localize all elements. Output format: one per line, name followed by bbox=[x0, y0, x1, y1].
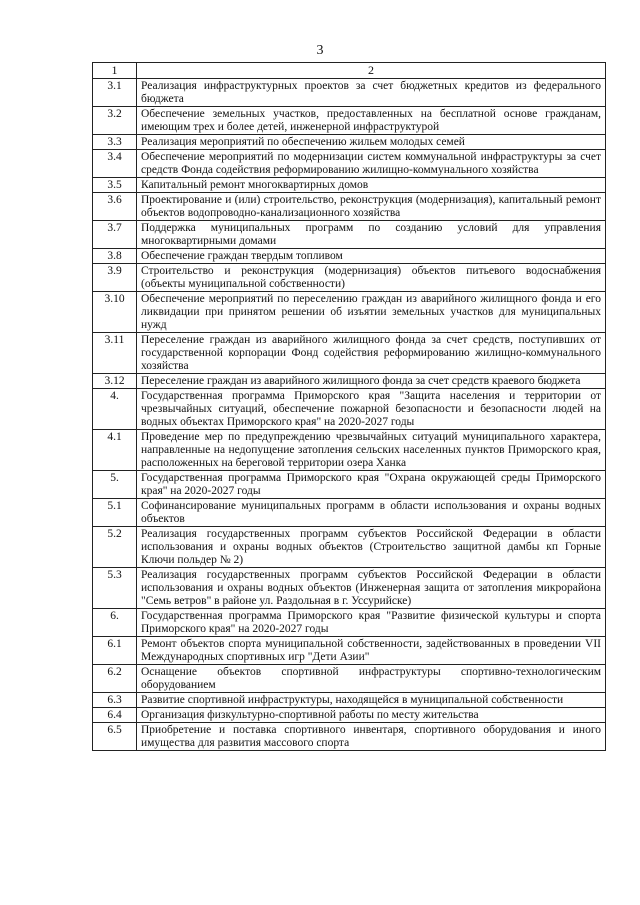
row-number: 6.1 bbox=[93, 637, 137, 665]
row-number: 6.3 bbox=[93, 693, 137, 708]
table-row bbox=[93, 178, 606, 193]
row-description: Реализация государственных программ субъектов Российской Федерации в области использования и охраны водных объектов (Инженерная защита от затопления микрорайона "Семь ветров" в районе ул. Раздольная в г. Уссурийске) bbox=[137, 568, 606, 609]
table-row bbox=[93, 637, 606, 665]
row-number: 3.11 bbox=[93, 333, 137, 374]
table-body bbox=[93, 63, 606, 751]
row-number: 3.3 bbox=[93, 135, 137, 150]
table-row bbox=[93, 264, 606, 292]
row-description: Проектирование и (или) строительство, реконструкция (модернизация), капитальный ремонт объектов водопроводно-канализационного хозяйства bbox=[137, 193, 606, 221]
row-description: Обеспечение земельных участков, предоставленных на бесплатной основе гражданам, имеющим трех и более детей, инженерной инфраструктурой bbox=[137, 107, 606, 135]
table-row bbox=[93, 249, 606, 264]
table-row bbox=[93, 430, 606, 471]
table-row bbox=[93, 708, 606, 723]
table-row bbox=[93, 609, 606, 637]
row-number: 5.3 bbox=[93, 568, 137, 609]
table-header-row bbox=[93, 63, 606, 79]
table-row bbox=[93, 568, 606, 609]
row-number: 3.1 bbox=[93, 79, 137, 107]
table-row bbox=[93, 333, 606, 374]
table-row bbox=[93, 723, 606, 751]
table-row bbox=[93, 193, 606, 221]
row-number: 5.2 bbox=[93, 527, 137, 568]
table-row bbox=[93, 221, 606, 249]
row-number: 3.5 bbox=[93, 178, 137, 193]
row-description: Организация физкультурно-спортивной работы по месту жительства bbox=[137, 708, 606, 723]
row-description: Капитальный ремонт многоквартирных домов bbox=[137, 178, 606, 193]
row-description: Обеспечение мероприятий по модернизации систем коммунальной инфраструктуры за счет средств Фонда содействия реформированию жилищно-коммунального хозяйства bbox=[137, 150, 606, 178]
row-description: Переселение граждан из аварийного жилищного фонда за счет средств, поступивших от государственной корпорации Фонд содействия реформированию жилищно-коммунального хозяйства bbox=[137, 333, 606, 374]
row-number: 3.10 bbox=[93, 292, 137, 333]
row-number: 3.8 bbox=[93, 249, 137, 264]
row-description: Софинансирование муниципальных программ в области использования и охраны водных объектов bbox=[137, 499, 606, 527]
table-row bbox=[93, 389, 606, 430]
row-number: 6.5 bbox=[93, 723, 137, 751]
column-header-number: 1 bbox=[93, 63, 137, 79]
row-description: Строительство и реконструкция (модернизация) объектов питьевого водоснабжения (объекты муниципальной собственности) bbox=[137, 264, 606, 292]
row-description: Ремонт объектов спорта муниципальной собственности, задействованных в проведении VII Международных спортивных игр "Дети Азии" bbox=[137, 637, 606, 665]
row-number: 4.1 bbox=[93, 430, 137, 471]
table-row bbox=[93, 135, 606, 150]
row-description: Государственная программа Приморского края "Защита населения и территории от чрезвычайных ситуаций, обеспечение пожарной безопасности и безопасности людей на водных объектах Приморского края" на 2020-2027 годы bbox=[137, 389, 606, 430]
row-number: 3.7 bbox=[93, 221, 137, 249]
row-description: Реализация государственных программ субъектов Российской Федерации в области использования и охраны водных объектов (Строительство защитной дамбы кп Горные Ключи польдер № 2) bbox=[137, 527, 606, 568]
row-description: Поддержка муниципальных программ по созданию условий для управления многоквартирными домами bbox=[137, 221, 606, 249]
table-row bbox=[93, 79, 606, 107]
row-number: 3.12 bbox=[93, 374, 137, 389]
row-number: 6.4 bbox=[93, 708, 137, 723]
row-description: Государственная программа Приморского края "Развитие физической культуры и спорта Приморского края" на 2020-2027 годы bbox=[137, 609, 606, 637]
table-row bbox=[93, 292, 606, 333]
table-row bbox=[93, 107, 606, 135]
row-number: 3.2 bbox=[93, 107, 137, 135]
table-row bbox=[93, 693, 606, 708]
row-description: Обеспечение мероприятий по переселению граждан из аварийного жилищного фонда и его ликвидации при принятом решении об изъятии земельных участков для муниципальных нужд bbox=[137, 292, 606, 333]
column-header-text: 2 bbox=[137, 63, 606, 79]
row-description: Переселение граждан из аварийного жилищного фонда за счет средств краевого бюджета bbox=[137, 374, 606, 389]
row-description: Реализация мероприятий по обеспечению жильем молодых семей bbox=[137, 135, 606, 150]
page-number: 3 bbox=[316, 43, 324, 58]
row-description: Приобретение и поставка спортивного инвентаря, спортивного оборудования и иного имущества для развития массового спорта bbox=[137, 723, 606, 751]
table-row bbox=[93, 374, 606, 389]
row-description: Обеспечение граждан твердым топливом bbox=[137, 249, 606, 264]
table-row bbox=[93, 527, 606, 568]
row-number: 6.2 bbox=[93, 665, 137, 693]
table-row bbox=[93, 150, 606, 178]
row-number: 3.4 bbox=[93, 150, 137, 178]
table-row bbox=[93, 471, 606, 499]
row-number: 6. bbox=[93, 609, 137, 637]
row-number: 5. bbox=[93, 471, 137, 499]
row-description: Развитие спортивной инфраструктуры, находящейся в муниципальной собственности bbox=[137, 693, 606, 708]
program-table bbox=[92, 62, 606, 751]
row-number: 3.9 bbox=[93, 264, 137, 292]
row-description: Оснащение объектов спортивной инфраструктуры спортивно-технологическим оборудованием bbox=[137, 665, 606, 693]
row-description: Реализация инфраструктурных проектов за счет бюджетных кредитов из федерального бюджета bbox=[137, 79, 606, 107]
row-description: Проведение мер по предупреждению чрезвычайных ситуаций муниципального характера, направленные на недопущение затопления сельских населенных пунктов Приморского края, расположенных на береговой территории озера Ханка bbox=[137, 430, 606, 471]
row-description: Государственная программа Приморского края "Охрана окружающей среды Приморского края" на 2020-2027 годы bbox=[137, 471, 606, 499]
row-number: 4. bbox=[93, 389, 137, 430]
table-row bbox=[93, 499, 606, 527]
table-row bbox=[93, 665, 606, 693]
row-number: 3.6 bbox=[93, 193, 137, 221]
row-number: 5.1 bbox=[93, 499, 137, 527]
